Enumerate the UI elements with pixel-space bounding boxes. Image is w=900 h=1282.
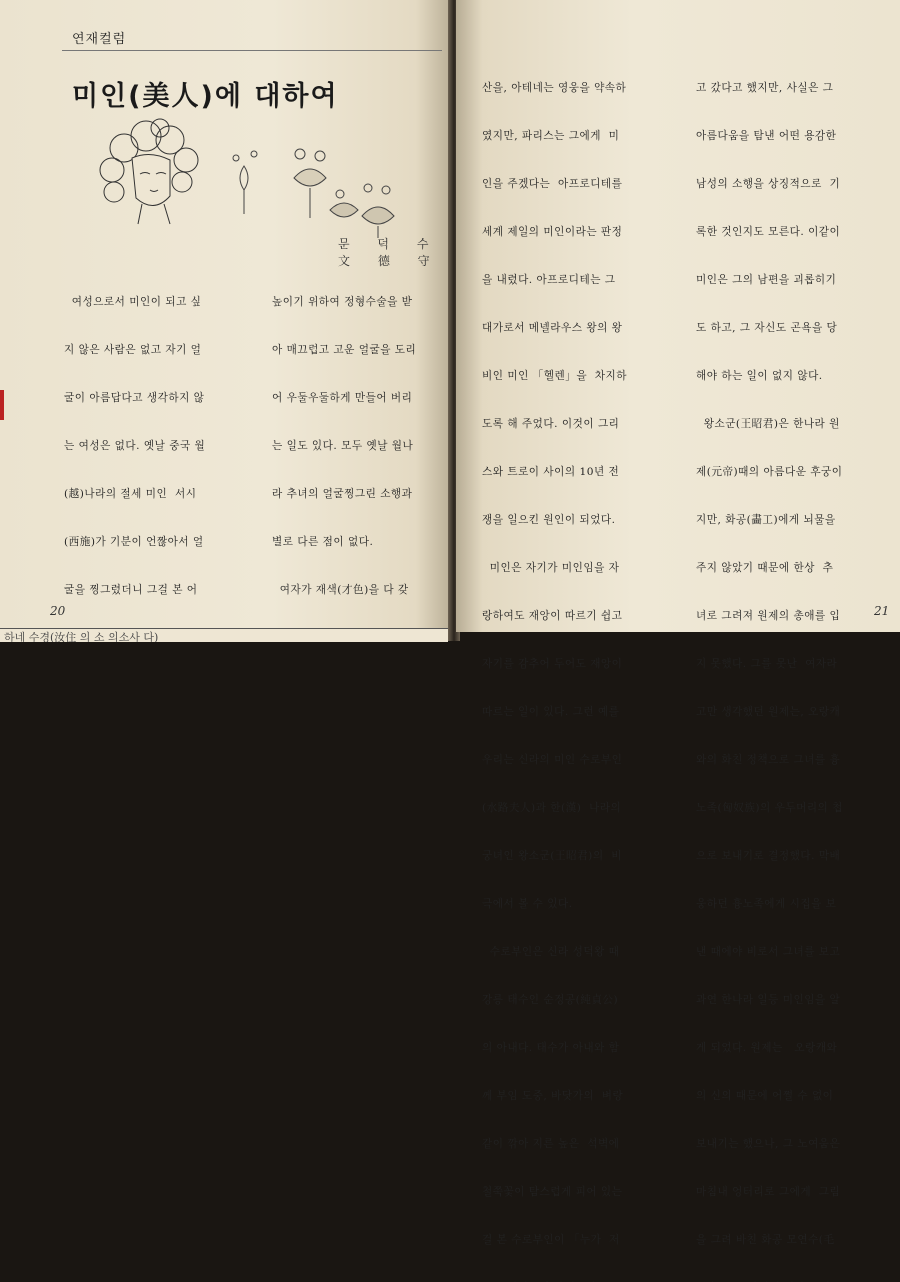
text-line: 자기를 감추어 두어도 재앙이 — [482, 658, 623, 670]
flower-icon — [330, 190, 358, 217]
text-line: 웅하던 흉노족에게 시집을 보 — [696, 898, 837, 910]
text-line: 와의 화친 정책으로 그녀를 흉 — [696, 754, 841, 766]
text-line: 랑하여도 재앙이 따르기 쉽고 — [482, 610, 623, 622]
divider — [62, 50, 442, 51]
text-line: 수로부인은 신라 성덕왕 때 — [482, 946, 620, 958]
bottom-page-strip — [0, 628, 448, 642]
text-line: 는 여성은 없다. 옛날 중국 월 — [64, 440, 206, 452]
text-column — [696, 48, 843, 1282]
text-line: 어 우둘우둘하게 만들어 버리 — [272, 392, 413, 404]
page-number-left: 20 — [50, 604, 66, 618]
text-line: 대가로서 메넬라우스 왕의 왕 — [482, 322, 623, 334]
text-line: 께 부임 도중, 바닷가의 벼랑 — [482, 1090, 624, 1102]
text-line: 왕소군(王昭君)은 한나라 원 — [696, 418, 840, 430]
text-column — [482, 48, 634, 1282]
text-line: 쟁을 일으킨 원인이 되었다. — [482, 514, 616, 526]
text-line: 같이 깎아 지른 높은 석벽에 — [482, 1138, 620, 1150]
text-line: 고만 생각했던 원제는, 오랑캐 — [696, 706, 841, 718]
text-column — [272, 262, 424, 632]
text-line: 철쭉꽃이 탐스럽게 피어 있는 — [482, 1186, 623, 1198]
text-line — [696, 1280, 843, 1282]
text-line: 도록 해 주었다. 이것이 그리 — [482, 418, 620, 430]
page-number-right: 21 — [874, 604, 890, 618]
text-line: 마침내 엉터리로 그에게 그림 — [696, 1186, 841, 1198]
text-line: 스와 트로이 사이의 10년 전 — [482, 466, 620, 478]
text-line — [482, 1280, 634, 1282]
text-line: 산을, 아테네는 영웅을 약속하 — [482, 82, 627, 94]
flower-icon — [362, 184, 394, 238]
page-edge-mark — [0, 390, 4, 420]
text-line: 을 그려 바친 화공 모연수(毛 — [696, 1234, 835, 1246]
text-line: 인을 주겠다는 아프로디테를 — [482, 178, 623, 190]
text-line: 미인은 자기가 미인임을 자 — [482, 562, 620, 574]
text-line: (越)나라의 절세 미인 서시 — [64, 488, 197, 500]
text-line: 굴을 찡그렸더니 그걸 본 어 — [64, 584, 198, 596]
text-line: 걸 본 수로부인이 「누가 저 — [482, 1234, 620, 1246]
flower-icon — [294, 149, 326, 218]
text-line: 도 하고, 그 자신도 곤욕을 당 — [696, 322, 838, 334]
text-line: 록한 것인지도 모른다. 이같이 — [696, 226, 841, 238]
bottom-strip-text: 하네 수경(汝住 의 소 의소사 다) — [4, 631, 159, 642]
text-line: 여자가 재색(才色)을 다 갖 — [272, 584, 409, 596]
plant-icon — [233, 151, 257, 214]
text-line: 별로 다른 점이 없다. — [272, 536, 374, 548]
text-line: 비인 미인 「헬렌」을 차지하 — [482, 370, 627, 382]
author-name: 문 덕 수 — [338, 237, 441, 251]
text-line: 의 신의 때문에 어쩔 수 없이 — [696, 1090, 834, 1102]
text-line: 고 갔다고 했지만, 사실은 그 — [696, 82, 834, 94]
left-page — [0, 0, 452, 632]
text-line: 노족(匈奴族)의 우두머리의 첩 — [696, 802, 843, 814]
text-line: 굴이 아름답다고 생각하지 않 — [64, 392, 205, 404]
article-title: 미인(美人)에 대하여 — [72, 81, 339, 112]
text-line: 여성으로서 미인이 되고 싶 — [64, 296, 202, 308]
text-line: 따르는 일이 있다. 그런 예를 — [482, 706, 620, 718]
text-column — [64, 262, 208, 632]
text-line: 라 추녀의 얼굴찡그린 소행과 — [272, 488, 413, 500]
text-line: 녀로 그려져 원제의 총애를 입 — [696, 610, 841, 622]
text-line: 지만, 화공(畵工)에게 뇌물을 — [696, 514, 836, 526]
text-line: 는 일도 있다. 모두 옛날 월나 — [272, 440, 414, 452]
text-line: 아름다움을 탐낸 어떤 용감한 — [696, 130, 837, 142]
text-line: 으로 보내기로 결정했다. 막배 — [696, 850, 841, 862]
text-line: 세계 제일의 미인이라는 판정 — [482, 226, 623, 238]
text-line: 을 내렸다. 아프로디테는 그 — [482, 274, 616, 286]
text-line: 보내기는 했으나, 그 노여움은 — [696, 1138, 841, 1150]
text-line: 극에서 볼 수 있다. — [482, 898, 573, 910]
text-line: 해야 하는 일이 없지 않다. — [696, 370, 823, 382]
author-name-hanja: 文 德 守 — [338, 254, 442, 268]
text-line: 제(元帝)때의 아름다운 후궁이 — [696, 466, 843, 478]
text-line: 미인은 그의 남편을 괴롭히기 — [696, 274, 837, 286]
text-line: 우리는 신라의 미인 수로부인 — [482, 754, 623, 766]
text-line: 지 못했다. 그를 못난 여자라 — [696, 658, 838, 670]
text-line: 아 매끄럽고 고운 얼굴을 도리 — [272, 344, 417, 356]
text-line: 높이기 위하여 정형수술을 받 — [272, 296, 413, 308]
text-line: 과연 한나라 일등 미인임을 알 — [696, 994, 841, 1006]
text-line: (西施)가 기분이 언짢아서 얼 — [64, 536, 204, 548]
text-line: (水路夫人)과 한(漢) 나라의 — [482, 802, 622, 814]
text-line: 낸 때에야 비로서 그녀를 보고 — [696, 946, 841, 958]
series-label: 연재컬럼 — [72, 32, 127, 47]
text-line: 였지만, 파리스는 그에게 미 — [482, 130, 620, 142]
text-line: 남성의 소행을 상징적으로 기 — [696, 178, 841, 190]
text-line: 궁녀인 왕소군(王昭君)의 비 — [482, 850, 623, 862]
woman-portrait-icon — [100, 119, 198, 224]
text-line: 게 되었다. 원제는 오랑캐와 — [696, 1042, 838, 1054]
text-line: 강릉 태수인 순정공(純貞公) — [482, 994, 619, 1006]
text-line: 지 않은 사람은 없고 자기 얼 — [64, 344, 202, 356]
portrait-illustration — [94, 118, 434, 238]
text-line: 주지 않았기 때문에 한상 추 — [696, 562, 834, 574]
text-line: 의 아내다. 태수가 아내와 함 — [482, 1042, 620, 1054]
